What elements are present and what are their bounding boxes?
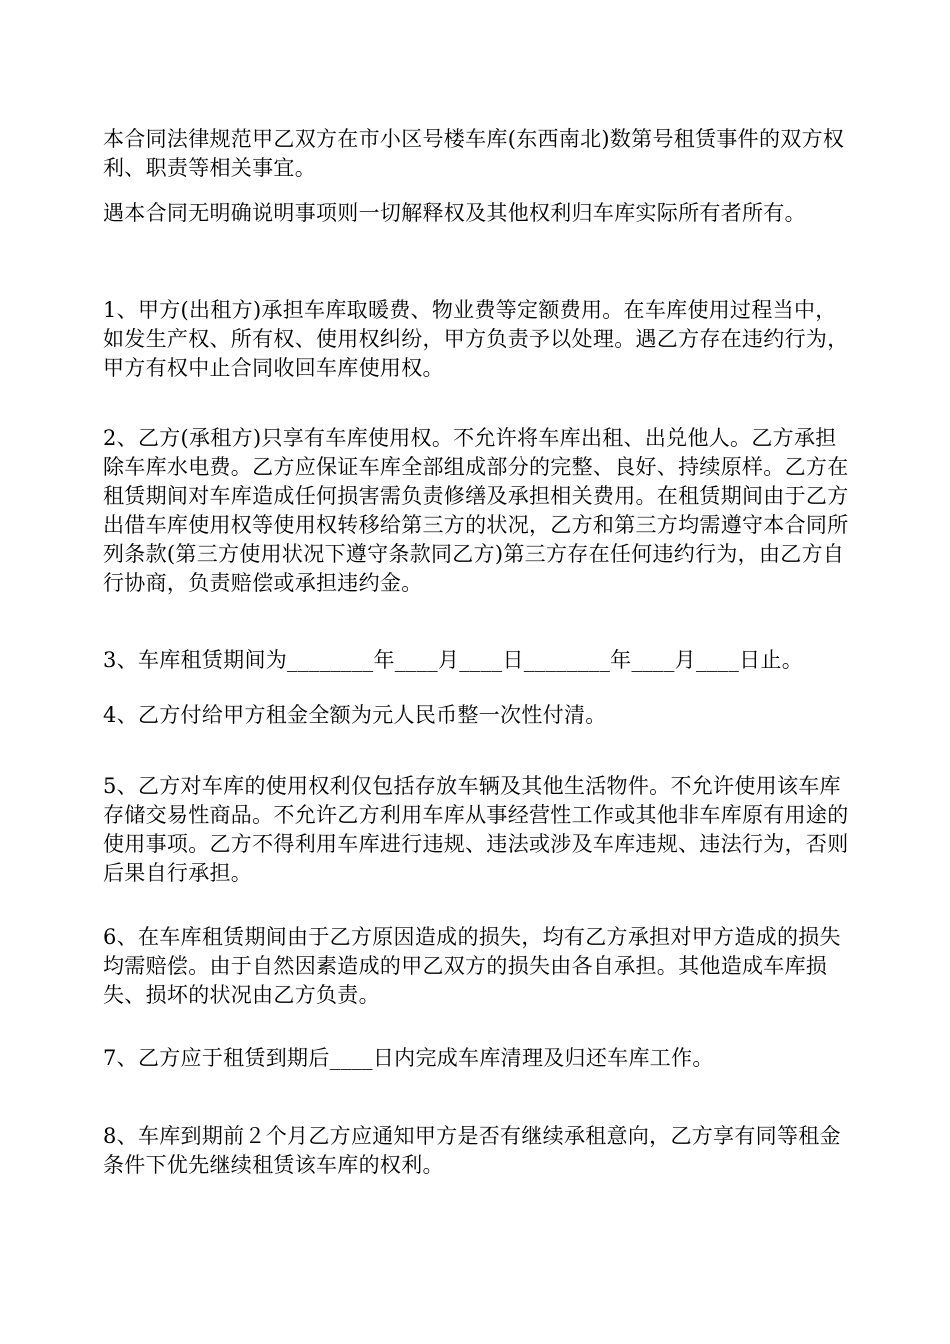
clause-8-paragraph: 8、车库到期前２个月乙方应通知甲方是否有继续承租意向，乙方享有同等租金条件下优先继续租赁该车库的权利。 <box>103 1124 841 1177</box>
clause-6-paragraph: 6、在车库租赁期间由于乙方原因造成的损失，均有乙方承担对甲方造成的损失均需赔偿。由于自然因素造成的甲乙双方的损失由各自承担。其他造成车库损失、损坏的状况由乙方负责。 <box>103 925 841 1007</box>
intro-paragraph-interpretation: 遇本合同无明确说明事项则一切解释权及其他权利归车库实际所有者所有。 <box>103 201 806 225</box>
intro-paragraph-scope: 本合同法律规范甲乙双方在市小区号楼车库(东西南北)数第号租赁事件的双方权利、职责等相关事宜。 <box>103 127 845 180</box>
clause-5-paragraph: 5、乙方对车库的使用权利仅包括存放车辆及其他生活物件。不允许使用该车库存储交易性商品。不允许乙方利用车库从事经营性工作或其他非车库原有用途的使用事项。乙方不得利用车库进行违规、违法或涉及车库违规、违法行为，否则后果自行承担。 <box>103 774 849 885</box>
clause-7-paragraph: 7、乙方应于租赁到期后____日内完成车库清理及归还车库工作。 <box>103 1046 714 1070</box>
clause-1-paragraph: 1、甲方(出租方)承担车库取暖费、物业费等定额费用。在车库使用过程当中，如发生产权、所有权、使用权纠纷，甲方负责予以处理。遇乙方存在违约行为，甲方有权中止合同收回车库使用权。 <box>103 298 849 380</box>
clause-2-paragraph: 2、乙方(承租方)只享有车库使用权。不允许将车库出租、出兑他人。乙方承担除车库水电费。乙方应保证车库全部组成部分的完整、良好、持续原样。乙方在租赁期间对车库造成任何损害需负责修缮及承担相关费用。在租赁期间由于乙方出借车库使用权等使用权转移给第三方的状况，乙方和第三方均需遵守本合同所列条款(第三方使用状况下遵守条款同乙方)第三方存在任何违约行为，由乙方自行协商，负责赔偿或承担违约金。 <box>103 426 849 595</box>
clause-3-paragraph: 3、车库租赁期间为________年____月____日________年____月____日止。 <box>103 648 804 672</box>
clause-4-paragraph: 4、乙方付给甲方租金全额为元人民币整一次性付清。 <box>103 703 607 727</box>
